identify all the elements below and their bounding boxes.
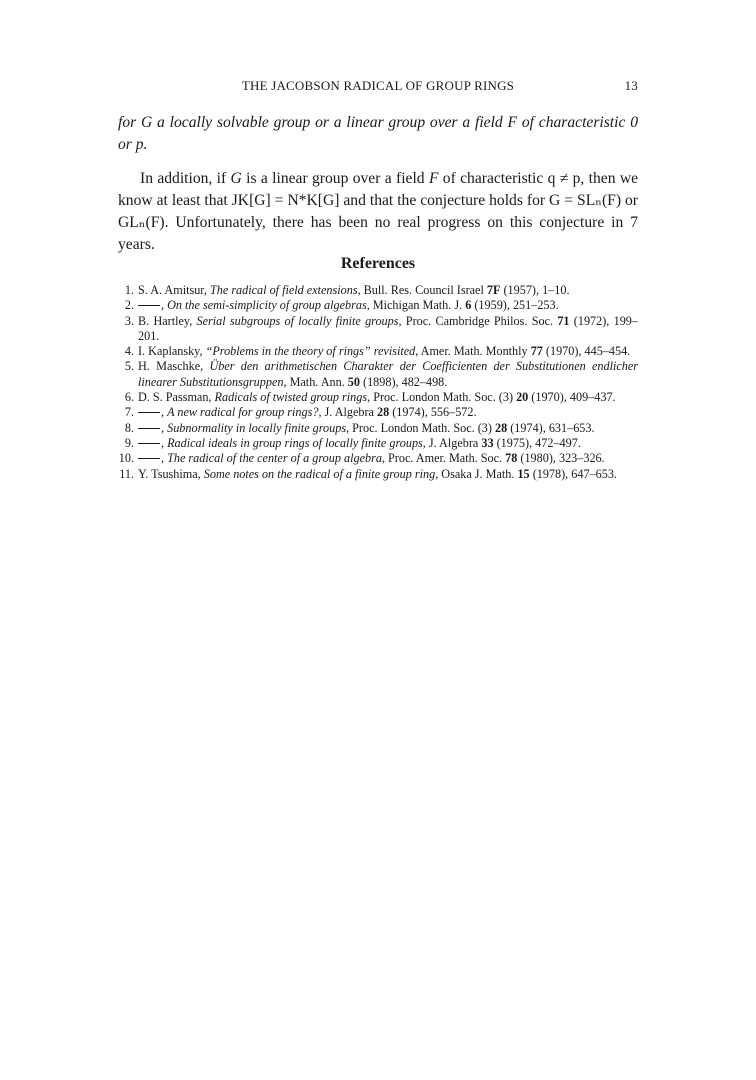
reference-pages: (1898), 482–498. <box>359 374 448 389</box>
reference-author: , <box>161 451 168 466</box>
reference-title: Radicals of twisted group rings <box>214 390 368 405</box>
reference-item <box>118 405 638 420</box>
reference-number: 4. <box>124 344 134 359</box>
paragraph-2-part-b: G <box>230 170 242 187</box>
reference-volume: 33 <box>481 435 494 450</box>
same-author-dash <box>138 458 160 459</box>
reference-volume: 28 <box>495 420 508 435</box>
same-author-dash <box>138 412 160 413</box>
reference-journal: , Michigan Math. J. <box>366 298 466 313</box>
reference-number: 5. <box>124 359 134 374</box>
reference-number: 1. <box>124 283 134 297</box>
reference-item <box>118 298 638 313</box>
page-number: 13 <box>624 78 638 93</box>
paragraph-2 <box>118 168 638 256</box>
reference-item <box>118 436 638 451</box>
reference-number: 6. <box>124 390 134 405</box>
reference-volume: 15 <box>517 466 530 481</box>
reference-pages: (1980), 323–326. <box>517 451 605 466</box>
reference-pages: (1957), 1–10. <box>500 283 570 297</box>
references-heading: References <box>340 255 416 272</box>
reference-item <box>118 390 638 405</box>
reference-volume: 28 <box>377 405 390 420</box>
reference-volume: 20 <box>516 390 529 405</box>
reference-item <box>118 451 638 466</box>
reference-volume: 78 <box>505 451 518 466</box>
reference-item <box>118 314 638 345</box>
paragraph-1: for G a locally solvable group or a linear group over a field F of characteristic 0 or p. <box>118 114 638 153</box>
reference-item <box>118 421 638 436</box>
reference-title: Some notes on the radical of a finite group ring <box>203 466 436 481</box>
reference-number: 3. <box>124 313 134 328</box>
reference-item <box>118 467 638 482</box>
reference-item <box>118 344 638 359</box>
reference-volume: 50 <box>347 374 360 389</box>
reference-title: “Problems in the theory of rings” revisited <box>205 344 416 359</box>
reference-pages: (1959), 251–253. <box>471 298 559 313</box>
paragraph-2-part-e: of characteristic q ≠ p, then we know at least that JK[G] = N*K[G] and that the conjecture holds for G = SLₙ(F) or GLₙ(F). Unfortunately, there has been no real progress on this conjecture in 7 years. <box>118 170 639 253</box>
reference-author: , <box>161 405 168 420</box>
reference-journal: , Proc. London Math. Soc. (3) <box>367 390 517 405</box>
paragraph-2-part-c: is a linear group over a field <box>241 170 429 187</box>
reference-pages: (1970), 409–437. <box>528 390 616 405</box>
paragraph-2-part-d: F <box>428 170 439 187</box>
reference-author: I. Kaplansky, <box>138 344 206 359</box>
reference-journal: , Proc. Cambridge Philos. Soc. <box>398 313 558 328</box>
same-author-dash <box>138 305 160 306</box>
reference-author: Y. Tsushima, <box>138 466 204 481</box>
reference-volume: 71 <box>557 313 570 328</box>
reference-volume: 6 <box>465 298 472 313</box>
reference-item <box>118 359 638 390</box>
reference-pages: (1978), 647–653. <box>529 466 617 481</box>
reference-number: 10. <box>118 451 134 466</box>
reference-pages: (1974), 556–572. <box>389 405 477 420</box>
reference-title: Serial subgroups of locally finite groups <box>196 313 399 328</box>
reference-pages: (1974), 631–653. <box>507 420 595 435</box>
reference-author: D. S. Passman, <box>138 390 215 405</box>
reference-journal: , J. Algebra <box>318 405 377 420</box>
reference-number: 11. <box>119 466 134 481</box>
reference-pages: (1975), 472–497. <box>493 435 581 450</box>
reference-journal: , Math. Ann. <box>283 374 348 389</box>
reference-volume: 7F <box>486 283 501 297</box>
reference-pages: (1970), 445–454. <box>542 344 631 359</box>
reference-journal: , Proc. Amer. Math. Soc. <box>381 451 506 466</box>
reference-pages: (1972), 199–201. <box>138 313 638 343</box>
paragraph-2-part-a: In addition, if <box>140 170 231 187</box>
same-author-dash <box>138 443 160 444</box>
reference-number: 7. <box>124 405 134 420</box>
reference-volume: 77 <box>530 344 543 359</box>
reference-number: 8. <box>124 420 134 435</box>
reference-author: , <box>161 298 168 313</box>
reference-journal: , Amer. Math. Monthly <box>415 344 531 359</box>
reference-title: On the semi-simplicity of group algebras <box>167 298 367 313</box>
reference-author: , <box>161 435 168 450</box>
reference-title: The radical of the center of a group algebra <box>167 451 382 466</box>
reference-title: Über den arithmetischen Charakter der Coefficienten der Substitutionen endlicher linearer Substitutionsgruppen <box>138 359 639 389</box>
reference-title: Subnormality in locally finite groups <box>167 420 347 435</box>
reference-journal: , J. Algebra <box>422 435 482 450</box>
reference-title: Radical ideals in group rings of locally finite groups <box>167 435 423 450</box>
reference-author: B. Hartley, <box>138 313 197 328</box>
body-text <box>118 112 638 256</box>
reference-journal: , Osaka J. Math. <box>435 466 518 481</box>
reference-number: 9. <box>124 435 134 450</box>
reference-item <box>118 283 638 298</box>
reference-number: 2. <box>124 298 134 313</box>
reference-list <box>118 283 638 482</box>
running-title: THE JACOBSON RADICAL OF GROUP RINGS <box>241 78 515 93</box>
reference-author: , <box>161 420 168 435</box>
same-author-dash <box>138 428 160 429</box>
reference-title: The radical of field extensions <box>209 283 358 297</box>
reference-author: S. A. Amitsur, <box>138 283 210 297</box>
reference-journal: , Proc. London Math. Soc. (3) <box>346 420 496 435</box>
reference-author: H. Maschke, <box>138 359 210 374</box>
reference-journal: , Bull. Res. Council Israel <box>357 283 487 297</box>
reference-title: A new radical for group rings? <box>167 405 319 420</box>
